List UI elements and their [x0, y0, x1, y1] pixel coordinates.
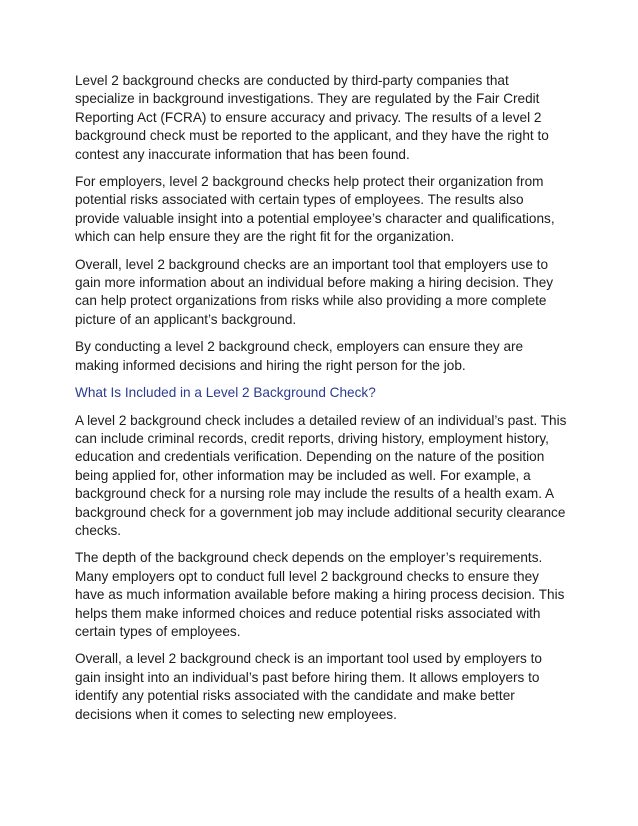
document-page — [75, 72, 567, 733]
paragraph-fcra-regulation: Level 2 background checks are conducted by third-party companies that specialize in background investigations. They are regulated by the Fair Credit Reporting Act (FCRA) to ensure accuracy and privacy. The results of a level 2 background check must be reported to the applicant, and they have the right to contest any inaccurate information that has been found. — [75, 73, 549, 162]
paragraph-informed-decisions: By conducting a level 2 background check, employers can ensure they are making informed decisions and hiring the right person for the job. — [75, 339, 524, 373]
paragraph-summary: Overall, a level 2 background check is an important tool used by employers to gain insight into an individual’s past before hiring them. It allows employers to identify any potential risks associated with the candidate and make better decisions when it comes to selecting new employees. — [75, 651, 542, 722]
paragraph-overall-tool: Overall, level 2 background checks are an important tool that employers use to gain more information about an individual before making a hiring decision. They can help protect organizations from risks while also providing a more complete picture of an applicant’s background. — [75, 256, 554, 327]
paragraph-included-items: A level 2 background check includes a detailed review of an individual’s past. This can include criminal records, credit reports, driving history, employment history, education and credentials verification. Depending on the nature of the position being applied for, other information may be included as well. For example, a background check for a nursing role may include the results of a health exam. A background check for a government job may include additional security clearance checks. — [75, 412, 567, 538]
paragraph-employer-protection: For employers, level 2 background checks help protect their organization from potential risks associated with certain types of employees. The results also provide valuable insight into a potential employee’s character and qualifications, which can help ensure they are the right fit for the organization. — [75, 174, 555, 245]
section-heading: What Is Included in a Level 2 Background Check? — [75, 385, 376, 401]
paragraph-check-depth: The depth of the background check depends on the employer’s requirements. Many employers opt to conduct full level 2 background checks to ensure they have as much information available before making a hiring process decision. This helps them make informed choices and reduce potential risks associated with certain types of employees. — [75, 550, 565, 639]
